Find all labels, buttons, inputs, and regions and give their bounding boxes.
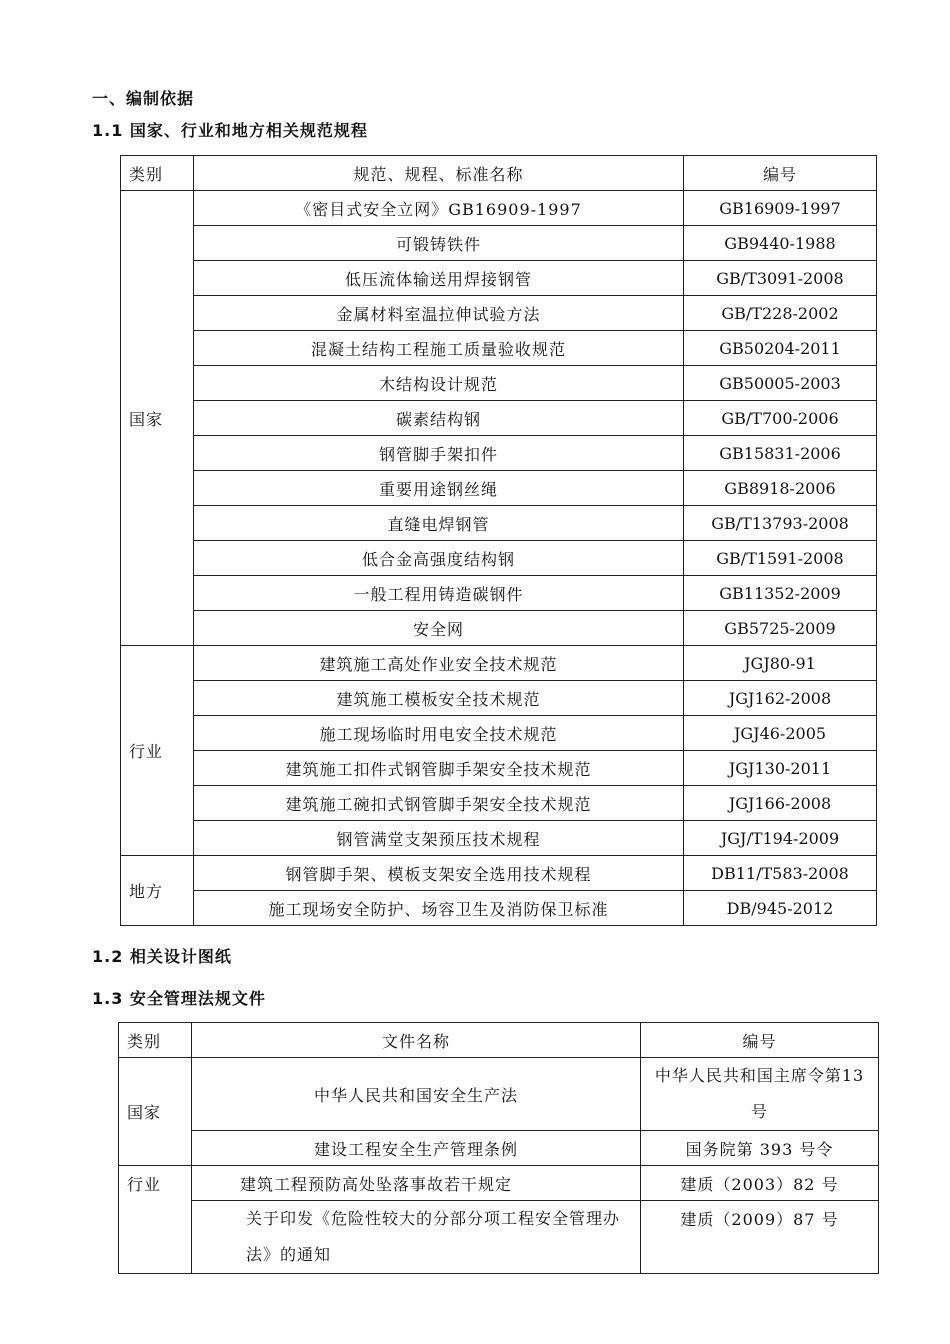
table-row (121, 786, 877, 821)
header-code: 编号 (684, 156, 877, 191)
name-cell: 低压流体输送用焊接钢管 (194, 261, 684, 296)
name-cell: 施工现场安全防护、场容卫生及消防保卫标准 (194, 891, 684, 926)
name-cell: 钢管脚手架、模板支架安全选用技术规程 (194, 856, 684, 891)
name-cell: 金属材料室温拉伸试验方法 (194, 296, 684, 331)
table-row (119, 1058, 879, 1131)
table-row (121, 226, 877, 261)
name-cell: 直缝电焊钢管 (194, 506, 684, 541)
name-cell: 碳素结构钢 (194, 401, 684, 436)
code-cell: 中华人民共和国主席令第13号 (641, 1058, 879, 1131)
header-row (121, 156, 877, 191)
table-row (121, 576, 877, 611)
table-row (121, 471, 877, 506)
table-row (121, 191, 877, 226)
name-cell: 钢管满堂支架预压技术规程 (194, 821, 684, 856)
code-cell: GB/T1591-2008 (684, 541, 877, 576)
code-cell: GB/T228-2002 (684, 296, 877, 331)
code-cell: GB8918-2006 (684, 471, 877, 506)
category-cell: 行业 (119, 1166, 192, 1274)
code-cell: GB50005-2003 (684, 366, 877, 401)
section-heading: 一、编制依据 (92, 89, 195, 108)
code-cell: JGJ166-2008 (684, 786, 877, 821)
table-row (119, 1166, 879, 1201)
table-row (121, 611, 877, 646)
category-cell: 国家 (119, 1058, 192, 1166)
name-cell: 重要用途钢丝绳 (194, 471, 684, 506)
table-row (121, 261, 877, 296)
name-cell: 建筑工程预防高处坠落事故若干规定 (192, 1166, 641, 1201)
table-row (121, 436, 877, 471)
code-cell: GB9440-1988 (684, 226, 877, 261)
table-row (121, 751, 877, 786)
name-cell: 建筑施工扣件式钢管脚手架安全技术规范 (194, 751, 684, 786)
code-cell: GB16909-1997 (684, 191, 877, 226)
name-cell: 木结构设计规范 (194, 366, 684, 401)
table-row (119, 1131, 879, 1166)
code-cell: 建质（2003）82 号 (641, 1166, 879, 1201)
code-cell: JGJ162-2008 (684, 681, 877, 716)
header-row (119, 1023, 879, 1058)
code-cell: 建质（2009）87 号 (641, 1201, 879, 1274)
name-cell: 建筑施工碗扣式钢管脚手架安全技术规范 (194, 786, 684, 821)
header-name: 文件名称 (192, 1023, 641, 1058)
table-row (121, 366, 877, 401)
subsection-heading-1-3: 1.3 安全管理法规文件 (92, 989, 266, 1008)
code-cell: DB/945-2012 (684, 891, 877, 926)
table-row (121, 716, 877, 751)
code-cell: GB5725-2009 (684, 611, 877, 646)
name-cell: 安全网 (194, 611, 684, 646)
table-row (121, 821, 877, 856)
table-row (121, 506, 877, 541)
header-category: 类别 (121, 156, 194, 191)
table-row (121, 296, 877, 331)
code-cell: DB11/T583-2008 (684, 856, 877, 891)
header-code: 编号 (641, 1023, 879, 1058)
name-cell: 建筑施工模板安全技术规范 (194, 681, 684, 716)
code-cell: GB/T700-2006 (684, 401, 877, 436)
table-row (121, 646, 877, 681)
table-row (121, 856, 877, 891)
code-cell: GB11352-2009 (684, 576, 877, 611)
header-name: 规范、规程、标准名称 (194, 156, 684, 191)
table-row (119, 1201, 879, 1274)
code-cell: GB50204-2011 (684, 331, 877, 366)
name-cell: 一般工程用铸造碳钢件 (194, 576, 684, 611)
code-cell: JGJ/T194-2009 (684, 821, 877, 856)
category-cell: 地方 (121, 856, 194, 926)
name-cell: 《密目式安全立网》GB16909-1997 (194, 191, 684, 226)
code-cell: JGJ80-91 (684, 646, 877, 681)
code-cell: 国务院第 393 号令 (641, 1131, 879, 1166)
name-cell: 建筑施工高处作业安全技术规范 (194, 646, 684, 681)
table-row (121, 891, 877, 926)
regulations-table (118, 1022, 879, 1274)
name-cell: 混凝土结构工程施工质量验收规范 (194, 331, 684, 366)
category-cell: 国家 (121, 191, 194, 646)
name-cell: 低合金高强度结构钢 (194, 541, 684, 576)
name-cell: 中华人民共和国安全生产法 (192, 1058, 641, 1131)
name-cell: 可锻铸铁件 (194, 226, 684, 261)
table-row (121, 331, 877, 366)
code-cell: GB/T3091-2008 (684, 261, 877, 296)
code-cell: GB/T13793-2008 (684, 506, 877, 541)
category-cell: 行业 (121, 646, 194, 856)
name-cell: 钢管脚手架扣件 (194, 436, 684, 471)
table-row (121, 401, 877, 436)
table-row (121, 541, 877, 576)
code-cell: JGJ130-2011 (684, 751, 877, 786)
table-row (121, 681, 877, 716)
name-cell: 建设工程安全生产管理条例 (192, 1131, 641, 1166)
subsection-heading-1-1: 1.1 国家、行业和地方相关规范规程 (92, 121, 368, 140)
code-cell: GB15831-2006 (684, 436, 877, 471)
header-category: 类别 (119, 1023, 192, 1058)
subsection-heading-1-2: 1.2 相关设计图纸 (92, 947, 232, 966)
standards-table (120, 155, 877, 926)
name-cell: 关于印发《危险性较大的分部分项工程安全管理办法》的通知 (192, 1201, 641, 1274)
name-cell: 施工现场临时用电安全技术规范 (194, 716, 684, 751)
code-cell: JGJ46-2005 (684, 716, 877, 751)
